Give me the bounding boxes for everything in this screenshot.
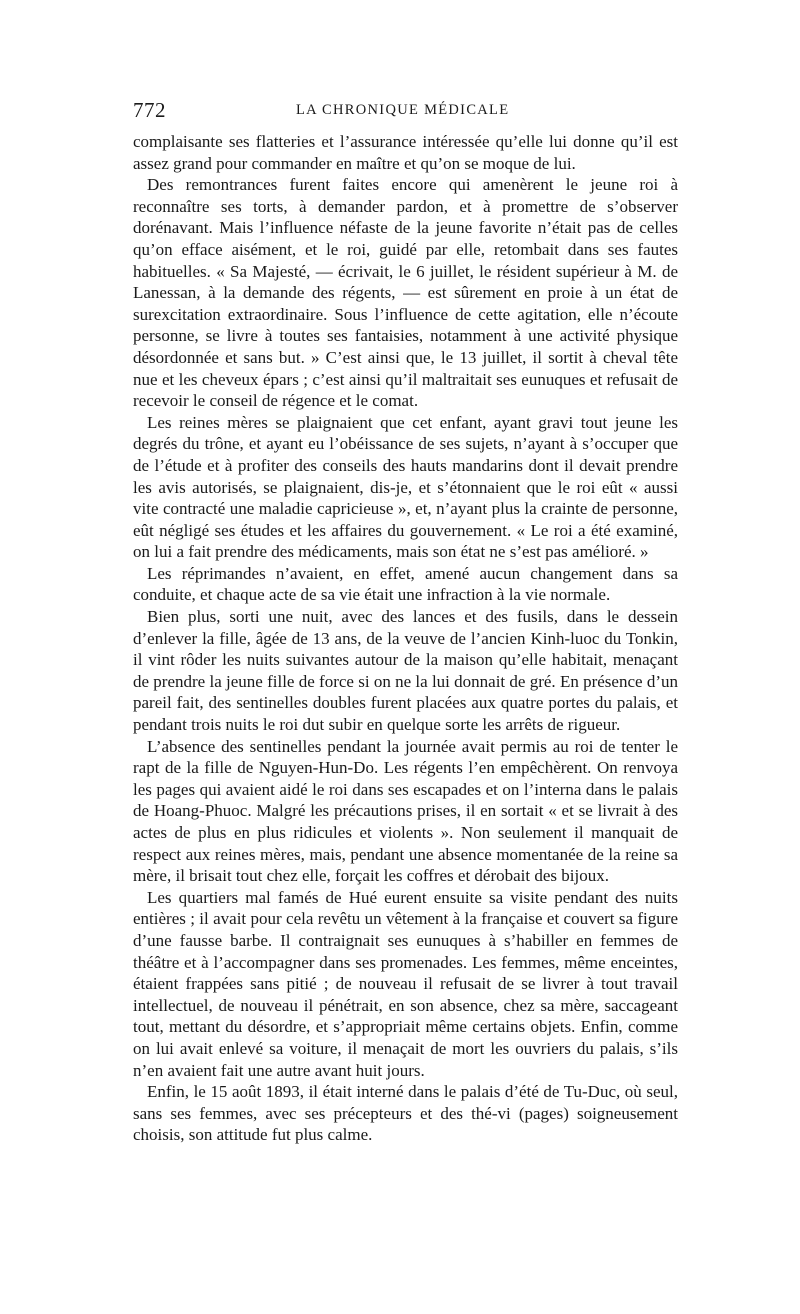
running-title: LA CHRONIQUE MÉDICALE <box>296 102 510 118</box>
running-head <box>133 98 677 128</box>
paragraph-absence-sentinelles: L’absence des sentinelles pendant la journée avait permis au roi de tenter le rapt de la fille de Nguyen-Hun-Do. Les régents l’en empêchèrent. On renvoya les pages qui avaient aidé le roi dans ses escapades et on l’interna dans le palais de Hoang-Phuoc. Malgré les précautions prises, il en sortait « et se livrait à des actes de plus en plus ridicules et violents ». Non seulement il manquait de respect aux reines mères, mais, pendant une absence momentanée de la reine sa mère, il brisait tout chez elle, forçait les coffres et dérobait des bijoux. <box>133 736 678 886</box>
paragraph-reines-meres: Les reines mères se plaignaient que cet enfant, ayant gravi tout jeune les degrés du trône, et ayant eu l’obéissance de ses sujets, n’ayant à s’occuper que de l’étude et à profiter des conseils des hauts mandarins dont il devait prendre les avis autorisés, se plaignaient, dis-je, et s’étonnaient que le roi eût « aussi vite contracté une maladie capricieuse », et, n’ayant plus la crainte de personne, eût négligé ses études et les affaires du gouvernement. « Le roi a été examiné, on lui a fait prendre des médicaments, mais son état ne s’est pas amélioré. » <box>133 412 678 562</box>
paragraph-bien-plus: Bien plus, sorti une nuit, avec des lances et des fusils, dans le dessein d’enlever la fille, âgée de 13 ans, de la veuve de l’ancien Kinh-luoc du Tonkin, il vint rôder les nuits suivantes autour de la maison qu’elle habitait, menaçant de prendre la jeune fille de force si on ne la lui donnait de gré. En présence d’un pareil fait, des sentinelles doubles furent placées aux quatre portes du palais, et pendant trois nuits le roi dut subir en quelque sorte les arrêts de rigueur. <box>133 607 678 735</box>
paragraph-continued: complaisante ses flatteries et l’assurance intéressée qu’elle lui donne qu’il est assez grand pour commander en maître et qu’on se moque de lui. <box>133 132 678 173</box>
paragraph-quartiers-hue: Les quartiers mal famés de Hué eurent ensuite sa visite pendant des nuits entières ; il avait pour cela revêtu un vêtement à la française et couvert sa figure d’une fausse barbe. Il contraignait ses eunuques à s’habiller en femmes de théâtre et à l’accompagner dans ses promenades. Les femmes, même enceintes, étaient frappées sans pitié ; de nouveau il refusait de se livrer à tout travail intellectuel, de nouveau il pénétrait, en son absence, chez sa mère, saccageant tout, mettant du désordre, et s’appropriait même certains objets. Enfin, comme on lui avait enlevé sa voiture, il menaçait de mort les ouvriers du palais, s’ils n’en avaient fait une autre avant huit jours. <box>133 887 678 1080</box>
paragraph-reprimandes: Les réprimandes n’avaient, en effet, amené aucun changement dans sa conduite, et chaque acte de sa vie était une infraction à la vie normale. <box>133 563 678 605</box>
paragraph-enfin: Enfin, le 15 août 1893, il était interné dans le palais d’été de Tu-Duc, où seul, sans ses femmes, avec ses précepteurs et des thé-vi (pages) soigneusement choisis, son attitude fut plus calme. <box>133 1082 678 1145</box>
paragraph-remontrances: Des remontrances furent faites encore qui amenèrent le jeune roi à reconnaître ses torts, à demander pardon, et à promettre de s’observer dorénavant. Mais l’influence néfaste de la jeune favorite n’était pas de celles qu’on efface aisément, et le roi, guidé par elle, retombait dans ses fautes habituelles. « Sa Majesté, — écrivait, le 6 juillet, le résident supérieur à M. de Lanessan, à la demande des régents, — est sûrement en proie à un état de surexcitation extraordinaire. Sous l’influence de cette agitation, elle n’écoute personne, se livre à toutes ses fantaisies, notamment à une activité physique désordonnée et sans but. » C’est ainsi que, le 13 juillet, il sortit à cheval tête nue et les cheveux épars ; c’est ainsi qu’il maltraitait ses eunuques et refusait de recevoir le conseil de régence et le comat. <box>133 175 678 411</box>
page-number: 772 <box>133 98 166 122</box>
body-text <box>133 131 678 1146</box>
